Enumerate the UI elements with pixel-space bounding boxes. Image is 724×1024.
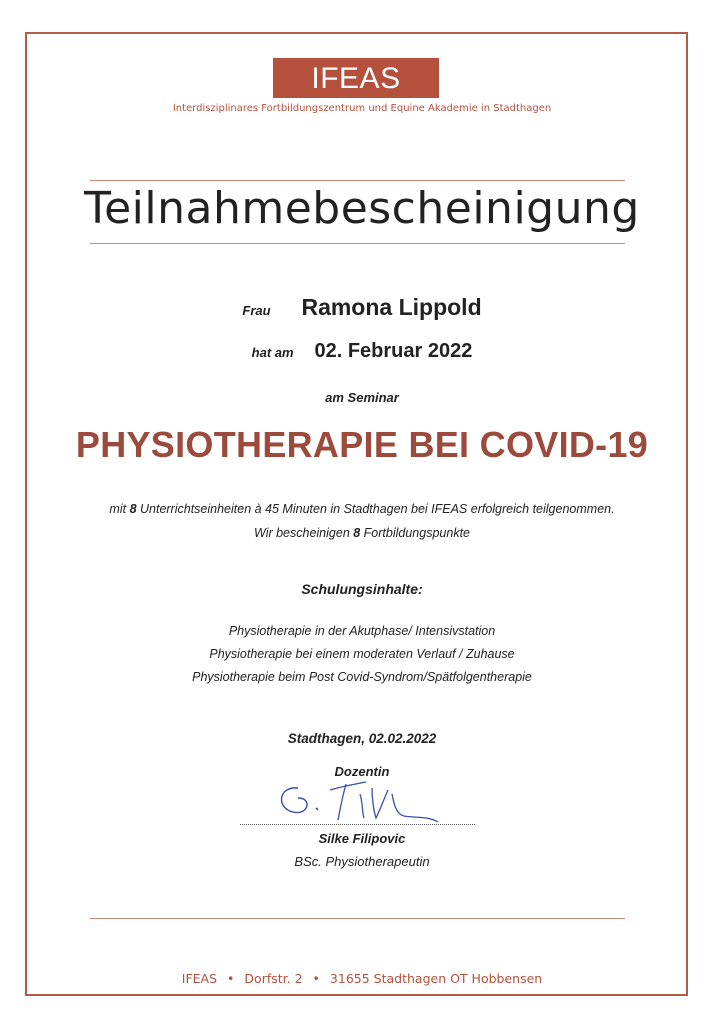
content-item-2: Physiotherapie bei einem moderaten Verlauf / Zuhause [209,647,515,661]
date-row [0,340,724,363]
footer-address [0,971,724,986]
certificate-title: Teilnahmebescheinigung [84,183,640,234]
seminar-date: 02. Februar 2022 [314,340,473,362]
lecturer-name-row [0,830,724,848]
points-text: Wir bescheinigen 8 Fortbildungspunkte [254,526,470,540]
date-prefix: hat am [251,345,294,360]
points-count: 8 [353,526,361,540]
footer-city: 31655 Stadthagen OT Hobbensen [329,971,543,986]
salutation: Frau [242,303,271,318]
lecturer-role: Dozentin [334,764,390,779]
participation-line-1 [0,500,724,518]
lecturer-name: Silke Filipovic [318,831,406,846]
units-count: 8 [129,502,137,516]
content-item [0,622,724,640]
content-item [0,645,724,663]
seminar-intro: am Seminar [325,390,399,405]
recipient-row [0,294,724,321]
title-rule-bottom [90,243,625,244]
handwritten-signature [268,768,448,828]
participation-text: mit 8 Unterrichtseinheiten à 45 Minuten in Stadthagen bei IFEAS erfolgreich teilgenommen. [109,502,615,516]
seminar-intro-row [0,389,724,407]
participation-line-2 [0,524,724,542]
lecturer-title: BSc. Physiotherapeutin [294,854,430,869]
place-date: Stadthagen, 02.02.2022 [287,731,437,746]
footer-separator: • [312,971,320,986]
contents-heading-row [0,581,724,599]
logo-tagline: Interdisziplinares Fortbildungszentrum und Equine Akademie in Stadthagen [172,103,552,114]
place-date-row [0,730,724,748]
footer-rule [90,918,625,919]
recipient-name: Ramona Lippold [301,294,482,320]
ifeas-logo: IFEAS [273,58,439,98]
content-item [0,668,724,686]
content-item-1: Physiotherapie in der Akutphase/ Intensivstation [228,624,496,638]
content-item-3: Physiotherapie beim Post Covid-Syndrom/Spätfolgentherapie [192,670,532,684]
footer-separator: • [227,971,235,986]
title-rule-top [90,180,625,181]
contents-heading: Schulungsinhalte: [301,581,423,597]
seminar-title: PHYSIOTHERAPIE BEI COVID-19 [75,424,649,465]
signature-line [240,824,475,825]
lecturer-title-row [0,853,724,871]
footer-street: Dorfstr. 2 [244,971,303,986]
footer-org: IFEAS [181,971,218,986]
